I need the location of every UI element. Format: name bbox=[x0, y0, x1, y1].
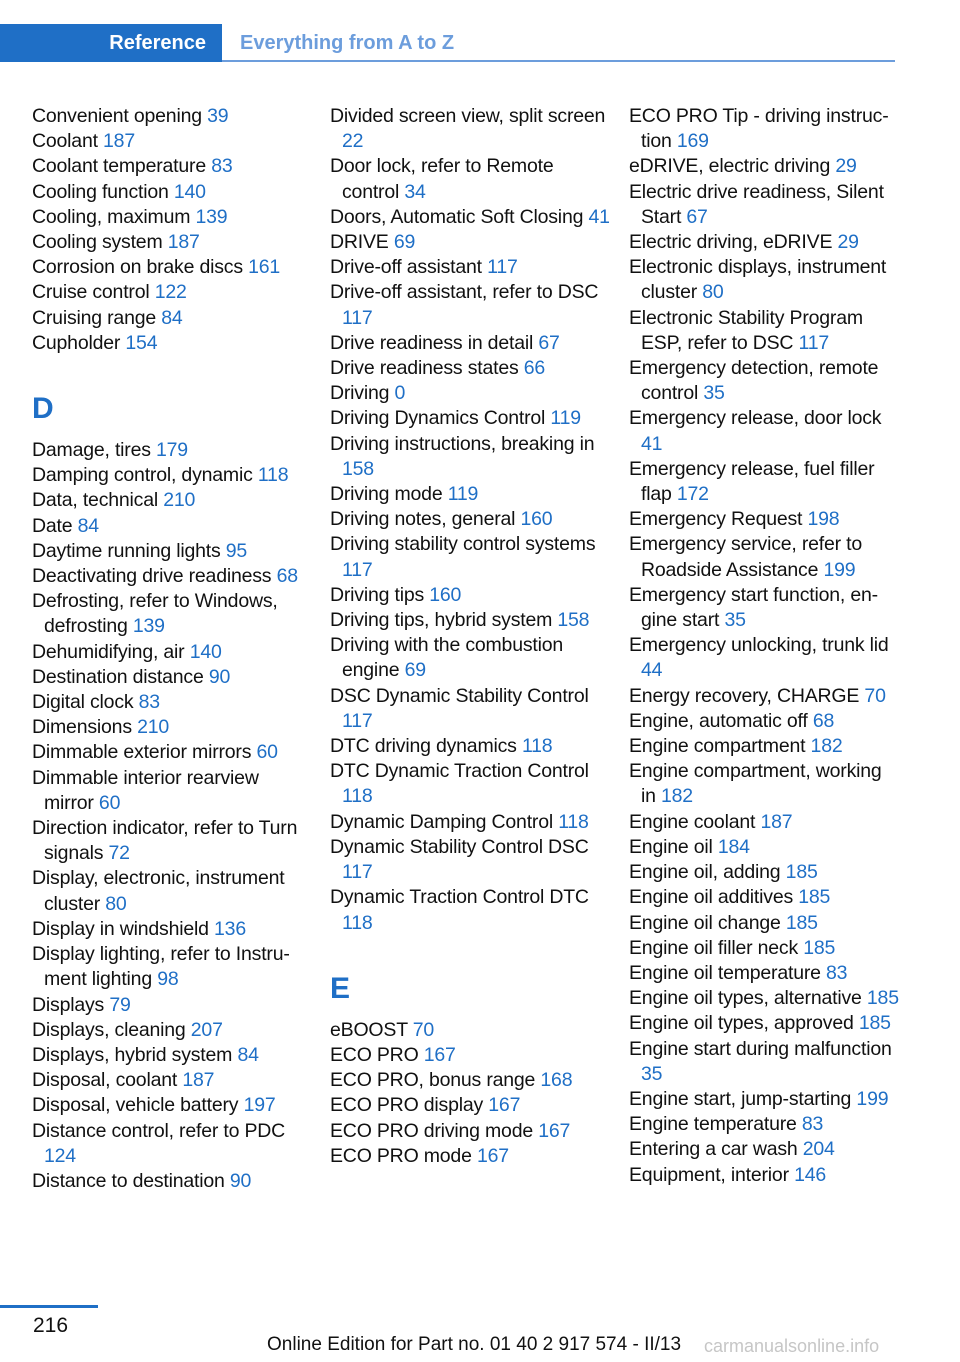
index-entry bbox=[330, 507, 610, 532]
index-entry-term: Displays bbox=[32, 993, 105, 1016]
index-entry-term: Driving tips bbox=[330, 583, 425, 606]
index-entry-page-link[interactable]: 41 bbox=[588, 205, 610, 228]
index-entry bbox=[32, 1018, 312, 1043]
index-entry bbox=[330, 734, 610, 759]
index-entry-term: Entering a car wash bbox=[629, 1138, 798, 1161]
index-entry bbox=[629, 936, 901, 961]
index-entry-term: Dimmable exterior mirrors bbox=[32, 741, 252, 764]
index-entry-term: Energy recovery, CHARGE bbox=[629, 684, 860, 707]
index-entry-term: Engine compartment bbox=[629, 735, 806, 758]
index-entry-term: Digital clock bbox=[32, 691, 134, 714]
index-entry bbox=[32, 866, 312, 916]
index-entry-page-link[interactable]: 83 bbox=[826, 961, 848, 984]
online-edition-note: Online Edition for Part no. 01 40 2 917 574 - II/13 bbox=[267, 1334, 682, 1355]
index-entry bbox=[330, 759, 610, 809]
index-entry-page-link[interactable]: 60 bbox=[98, 791, 121, 814]
index-entry bbox=[32, 104, 312, 129]
index-entry-term: Engine oil temperature bbox=[629, 961, 821, 984]
index-entry bbox=[629, 180, 901, 230]
index-entry-term: Engine, automatic off bbox=[629, 709, 808, 732]
index-entry-page-link[interactable]: 118 bbox=[558, 810, 589, 833]
index-entry bbox=[32, 665, 312, 690]
index-entry-page-link[interactable]: 167 bbox=[423, 1043, 456, 1066]
index-entry-term: Display in windshield bbox=[32, 917, 209, 940]
index-entry bbox=[330, 532, 610, 582]
index-entry-page-link[interactable]: 41 bbox=[641, 432, 663, 455]
index-entry-page-link[interactable]: 68 bbox=[276, 565, 298, 588]
index-entry bbox=[629, 507, 901, 532]
index-entry-page-link[interactable]: 199 bbox=[823, 558, 856, 581]
index-entry-page-link[interactable]: 158 bbox=[342, 457, 374, 480]
header-rule bbox=[222, 60, 895, 62]
index-entry-page-link[interactable]: 119 bbox=[550, 407, 581, 430]
index-entry bbox=[32, 306, 312, 331]
index-entry-page-link[interactable]: 79 bbox=[109, 993, 131, 1016]
section-title[interactable]: Everything from A to Z bbox=[240, 32, 455, 54]
index-entry-page-link[interactable]: 167 bbox=[488, 1094, 521, 1117]
index-entry bbox=[330, 432, 610, 482]
index-entry-page-link[interactable]: 29 bbox=[837, 231, 859, 254]
index-entry-page-link[interactable]: 80 bbox=[702, 281, 724, 304]
index-entry-term: ECO PRO bbox=[330, 1043, 419, 1066]
index-entry-page-link[interactable]: 83 bbox=[211, 155, 233, 178]
index-entry-page-link[interactable]: 187 bbox=[760, 810, 793, 833]
index-entry-page-link[interactable]: 67 bbox=[538, 331, 560, 354]
index-entry-page-link[interactable]: 83 bbox=[138, 691, 160, 714]
index-entry-page-link[interactable]: 118 bbox=[521, 735, 553, 758]
index-entry-term: Driving stability control systems bbox=[330, 533, 596, 556]
index-entry-term: Electronic Stability Program ESP, refer to DSC bbox=[629, 306, 863, 354]
index-entry-term: DRIVE bbox=[330, 231, 389, 254]
index-entry-term: Electronic displays, instrument cluster bbox=[629, 256, 887, 304]
index-entry-term: Deactivating drive readiness bbox=[32, 565, 272, 588]
index-entry-page-link[interactable]: 168 bbox=[540, 1069, 573, 1092]
index-entry-term: Distance control, refer to PDC bbox=[32, 1119, 286, 1142]
index-entry bbox=[629, 911, 901, 936]
index-entry-page-link[interactable]: 70 bbox=[412, 1018, 435, 1041]
index-entry bbox=[330, 381, 610, 406]
index-entry bbox=[629, 1112, 901, 1137]
index-entry-page-link[interactable]: 118 bbox=[257, 464, 289, 487]
index-entry bbox=[32, 816, 312, 866]
index-entry-term: Dimensions bbox=[32, 716, 132, 739]
index-entry bbox=[32, 1043, 312, 1068]
index-entry bbox=[629, 1037, 901, 1087]
index-entry-page-link[interactable]: 140 bbox=[189, 640, 222, 663]
index-entry-page-link[interactable]: 169 bbox=[676, 130, 709, 153]
index-entry bbox=[629, 306, 901, 356]
index-entry-term: Damage, tires bbox=[32, 439, 151, 462]
index-entry-page-link[interactable]: 199 bbox=[856, 1087, 889, 1110]
index-entry-term: Driving notes, general bbox=[330, 508, 516, 531]
index-entry bbox=[629, 835, 901, 860]
index-entry bbox=[32, 942, 312, 992]
index-entry-term: DSC Dynamic Stability Control bbox=[330, 684, 589, 707]
index-entry bbox=[629, 406, 901, 456]
index-entry-term: Emergency detection, remote control bbox=[629, 357, 879, 405]
index-entry-term: Driving mode bbox=[330, 483, 443, 506]
index-entry bbox=[629, 1087, 901, 1112]
index-entry bbox=[629, 633, 901, 683]
index-entry-page-link[interactable]: 84 bbox=[237, 1043, 259, 1066]
index-entry-page-link[interactable]: 184 bbox=[717, 835, 750, 858]
index-entry-term: Distance to destination bbox=[32, 1169, 225, 1192]
index-entry-page-link[interactable]: 187 bbox=[103, 130, 135, 153]
index-entry-page-link[interactable]: 160 bbox=[429, 583, 462, 606]
index-entry-term: Cruising range bbox=[32, 306, 157, 329]
index-entry bbox=[330, 583, 610, 608]
index-entry-page-link[interactable]: 67 bbox=[686, 205, 708, 228]
index-entry bbox=[629, 885, 901, 910]
index-entry-page-link[interactable]: 84 bbox=[161, 306, 183, 329]
index-entry bbox=[32, 154, 312, 179]
index-entry-term: Dehumidifying, air bbox=[32, 640, 185, 663]
index-entry bbox=[32, 993, 312, 1018]
index-entry-page-link[interactable]: 90 bbox=[229, 1169, 252, 1192]
index-entry-term: Electric driving, eDRIVE bbox=[629, 231, 833, 254]
index-entry-term: Cooling function bbox=[32, 180, 169, 203]
index-entry-term: Engine oil, adding bbox=[629, 861, 781, 884]
index-entry bbox=[330, 1119, 610, 1144]
index-entry bbox=[32, 438, 312, 463]
index-entry-page-link[interactable]: 35 bbox=[703, 382, 725, 405]
index-entry-page-link[interactable]: 172 bbox=[676, 483, 709, 506]
index-entry bbox=[32, 740, 312, 765]
index-entry-term: Displays, hybrid system bbox=[32, 1043, 233, 1066]
index-entry bbox=[330, 1144, 610, 1169]
index-entry bbox=[629, 1137, 901, 1162]
index-entry bbox=[32, 180, 312, 205]
index-entry bbox=[629, 583, 901, 633]
index-entry-term: Emergency Request bbox=[629, 508, 803, 531]
index-entry bbox=[330, 684, 610, 734]
index-entry-page-link[interactable]: 204 bbox=[802, 1138, 835, 1161]
index-entry bbox=[32, 463, 312, 488]
index-entry-term: Engine oil types, approved bbox=[629, 1012, 854, 1035]
index-entry-term: Dynamic Stability Control DSC bbox=[330, 835, 589, 858]
index-entry bbox=[330, 810, 610, 835]
index-entry-term: Display, electronic, instrument cluster bbox=[32, 867, 285, 915]
index-entry bbox=[330, 1018, 610, 1043]
index-entry-page-link[interactable]: 66 bbox=[523, 357, 546, 380]
index-section-letter: E bbox=[330, 971, 351, 1005]
index-entry-page-link[interactable]: 117 bbox=[342, 558, 373, 581]
index-entry-page-link[interactable]: 118 bbox=[342, 785, 373, 808]
index-entry-page-link[interactable]: 160 bbox=[520, 508, 553, 531]
index-entry-page-link[interactable]: 117 bbox=[798, 331, 830, 354]
index-entry-term: Doors, Automatic Soft Closing bbox=[330, 205, 584, 228]
index-entry bbox=[330, 255, 610, 280]
index-entry-term: Driving Dynamics Control bbox=[330, 407, 546, 430]
index-entry-page-link[interactable]: 198 bbox=[807, 508, 840, 531]
index-entry bbox=[629, 961, 901, 986]
index-entry-term: Emergency service, refer to Roadside Assistance bbox=[629, 533, 863, 581]
index-entry bbox=[330, 633, 610, 683]
index-entry bbox=[629, 1163, 901, 1188]
index-entry-page-link[interactable]: 22 bbox=[342, 130, 364, 153]
index-entry bbox=[330, 608, 610, 633]
index-entry-page-link[interactable]: 158 bbox=[557, 609, 590, 632]
index-entry-term: Damping control, dynamic bbox=[32, 464, 253, 487]
index-entry-page-link[interactable]: 117 bbox=[487, 256, 518, 279]
index-entry-page-link[interactable]: 117 bbox=[342, 861, 373, 884]
index-entry-page-link[interactable]: 44 bbox=[641, 659, 663, 682]
index-entry-page-link[interactable]: 182 bbox=[661, 785, 693, 808]
index-entry-term: Door lock, refer to Remote control bbox=[330, 155, 554, 203]
index-entry-term: Displays, cleaning bbox=[32, 1018, 186, 1041]
index-entry-term: Drive-off assistant, refer to DSC bbox=[330, 281, 599, 304]
index-entry-page-link[interactable]: 29 bbox=[835, 155, 857, 178]
index-entry-term: Driving with the combustion engine bbox=[330, 634, 564, 682]
index-entry-term: Engine coolant bbox=[629, 810, 756, 833]
index-entry-page-link[interactable]: 167 bbox=[538, 1119, 571, 1142]
index-entry bbox=[330, 205, 610, 230]
index-entry-page-link[interactable]: 39 bbox=[207, 105, 229, 127]
index-entry bbox=[330, 1043, 610, 1068]
index-entry-term: Engine oil change bbox=[629, 911, 781, 934]
index-entry-term: Engine temperature bbox=[629, 1113, 797, 1136]
index-entry bbox=[32, 690, 312, 715]
index-entry-term: DTC driving dynamics bbox=[330, 735, 517, 758]
index-entry bbox=[330, 280, 610, 330]
index-entry-term: Disposal, vehicle battery bbox=[32, 1094, 239, 1117]
index-entry bbox=[629, 104, 901, 154]
index-entry bbox=[629, 1011, 901, 1036]
index-entry bbox=[330, 331, 610, 356]
index-entry-term: Divided screen view, split screen bbox=[330, 105, 606, 127]
index-entry bbox=[330, 885, 610, 935]
index-entry-term: Cruise control bbox=[32, 281, 150, 304]
index-entry-term: Drive-off assistant bbox=[330, 256, 482, 279]
section-gap bbox=[330, 936, 610, 962]
index-entry-page-link[interactable]: 179 bbox=[156, 439, 188, 462]
index-entry-term: Engine compartment, working in bbox=[629, 760, 882, 808]
index-entry bbox=[32, 1093, 312, 1118]
index-entry-page-link[interactable]: 122 bbox=[154, 281, 187, 304]
index-entry-page-link[interactable]: 154 bbox=[125, 331, 158, 354]
index-entry bbox=[330, 1093, 610, 1118]
index-entry-page-link[interactable]: 185 bbox=[785, 861, 818, 884]
index-entry-term: Emergency start function, engine start bbox=[629, 583, 879, 632]
index-entry-page-link[interactable]: 68 bbox=[812, 709, 835, 732]
index-entry-term: Engine oil filler neck bbox=[629, 936, 799, 959]
index-entry-term: Defrosting, refer to Windows, defrosting bbox=[32, 590, 278, 638]
index-entry bbox=[32, 917, 312, 942]
index-entry bbox=[629, 860, 901, 885]
index-entry-term: Engine start during malfunction bbox=[629, 1037, 892, 1060]
index-entry-page-link[interactable]: 167 bbox=[476, 1144, 509, 1167]
index-entry-term: Drive readiness states bbox=[330, 357, 519, 380]
index-entry bbox=[629, 532, 901, 582]
index-entry bbox=[32, 129, 312, 154]
index-entry bbox=[32, 766, 312, 816]
page-header bbox=[0, 24, 895, 62]
index-entry-page-link[interactable]: 139 bbox=[195, 205, 228, 228]
index-entry-page-link[interactable]: 60 bbox=[256, 741, 278, 764]
index-entry-page-link[interactable]: 185 bbox=[803, 936, 836, 959]
section-gap bbox=[32, 356, 312, 382]
index-entry bbox=[32, 564, 312, 589]
index-entry bbox=[330, 104, 610, 154]
index-entry-term: Cooling system bbox=[32, 231, 163, 254]
index-entry-page-link[interactable]: 139 bbox=[132, 615, 165, 638]
index-entry bbox=[32, 205, 312, 230]
index-entry bbox=[629, 986, 901, 1011]
index-entry-page-link[interactable]: 185 bbox=[798, 886, 831, 909]
index-entry-term: Engine oil types, alternative bbox=[629, 987, 862, 1010]
index-entry bbox=[629, 154, 901, 179]
index-entry-page-link[interactable]: 118 bbox=[342, 911, 373, 934]
watermark: carmanualsonline.info bbox=[704, 1336, 880, 1356]
index-entry-term: Engine start, jump-starting bbox=[629, 1087, 852, 1110]
index-entry bbox=[32, 589, 312, 639]
index-entry bbox=[32, 539, 312, 564]
index-section-letter: D bbox=[32, 392, 54, 426]
index-entry-term: Engine oil bbox=[629, 835, 713, 858]
index-entry-term: Cupholder bbox=[32, 331, 121, 354]
index-entry-term: Driving tips, hybrid system bbox=[330, 609, 553, 632]
index-entry bbox=[629, 684, 901, 709]
index-entry-term: Emergency release, door lock bbox=[629, 407, 882, 430]
index-entry-term: Equipment, interior bbox=[629, 1163, 789, 1186]
index-entry-page-link[interactable]: 185 bbox=[866, 987, 899, 1010]
index-entry-term: Convenient opening bbox=[32, 105, 202, 127]
index-entry bbox=[330, 230, 610, 255]
index-entry-page-link[interactable]: 90 bbox=[208, 665, 231, 688]
index-entry-term: Coolant bbox=[32, 130, 98, 153]
index-entry bbox=[330, 482, 610, 507]
index-column-2 bbox=[330, 104, 610, 1169]
index-entry bbox=[32, 640, 312, 665]
index-entry-page-link[interactable]: 119 bbox=[447, 483, 479, 506]
index-entry-page-link[interactable]: 187 bbox=[182, 1069, 215, 1092]
index-entry bbox=[629, 734, 901, 759]
section-tab[interactable]: Reference bbox=[0, 24, 222, 62]
index-entry-term: Dynamic Traction Control DTC bbox=[330, 886, 589, 909]
index-entry-page-link[interactable]: 140 bbox=[173, 180, 206, 203]
index-entry-term: Display lighting, refer to Instrument lighting bbox=[32, 943, 290, 991]
index-entry-page-link[interactable]: 182 bbox=[810, 735, 843, 758]
index-entry-page-link[interactable]: 197 bbox=[243, 1094, 276, 1117]
index-entry-page-link[interactable]: 0 bbox=[394, 382, 406, 405]
index-entry-term: Drive readiness in detail bbox=[330, 331, 534, 354]
index-entry bbox=[32, 715, 312, 740]
index-entry-term: eBOOST bbox=[330, 1018, 408, 1041]
index-entry-page-link[interactable]: 161 bbox=[248, 256, 281, 279]
index-entry-page-link[interactable]: 98 bbox=[157, 968, 179, 991]
index-entry bbox=[32, 1169, 312, 1194]
index-entry bbox=[32, 488, 312, 513]
index-entry-page-link[interactable]: 185 bbox=[858, 1012, 891, 1035]
index-entry bbox=[629, 759, 901, 809]
index-entry-term: Direction indicator, refer to Turn signals bbox=[32, 817, 298, 865]
index-entry-term: Engine oil additives bbox=[629, 886, 794, 909]
index-entry-page-link[interactable]: 124 bbox=[44, 1144, 76, 1167]
index-entry-page-link[interactable]: 35 bbox=[641, 1062, 663, 1085]
index-entry bbox=[629, 255, 901, 305]
index-entry-page-link[interactable]: 35 bbox=[724, 609, 746, 632]
index-entry bbox=[32, 255, 312, 280]
index-entry-term: ECO PRO display bbox=[330, 1094, 484, 1117]
index-entry bbox=[32, 331, 312, 356]
index-entry-page-link[interactable]: 69 bbox=[393, 231, 416, 254]
index-entry-page-link[interactable]: 185 bbox=[785, 911, 818, 934]
footer-rule bbox=[0, 1305, 98, 1308]
index-entry-page-link[interactable]: 84 bbox=[77, 514, 99, 537]
index-entry-term: Disposal, coolant bbox=[32, 1069, 178, 1092]
index-entry bbox=[32, 280, 312, 305]
index-entry-term: Cooling, maximum bbox=[32, 205, 191, 228]
index-entry bbox=[629, 356, 901, 406]
index-entry-term: Dynamic Damping Control bbox=[330, 810, 553, 833]
index-entry-term: ECO PRO mode bbox=[330, 1144, 472, 1167]
index-entry-term: Daytime running lights bbox=[32, 539, 221, 562]
index-entry-page-link[interactable]: 207 bbox=[190, 1018, 223, 1041]
index-entry-page-link[interactable]: 95 bbox=[225, 539, 248, 562]
index-entry-term: DTC Dynamic Traction Control bbox=[330, 760, 589, 783]
index-entry-page-link[interactable]: 146 bbox=[794, 1163, 827, 1186]
index-entry-term: Corrosion on brake discs bbox=[32, 256, 243, 279]
index-entry bbox=[32, 514, 312, 539]
index-entry-term: eDRIVE, electric driving bbox=[629, 155, 831, 178]
index-entry bbox=[32, 1119, 312, 1169]
index-entry bbox=[330, 1068, 610, 1093]
index-entry-page-link[interactable]: 80 bbox=[105, 892, 127, 915]
index-entry bbox=[330, 356, 610, 381]
index-entry-page-link[interactable]: 69 bbox=[404, 659, 426, 682]
index-entry-term: Destination distance bbox=[32, 665, 204, 688]
index-entry-term: Driving bbox=[330, 382, 395, 405]
index-entry bbox=[629, 810, 901, 835]
index-entry-term: Dimmable interior rearview mirror bbox=[32, 766, 259, 814]
index-entry bbox=[330, 835, 610, 885]
index-entry-term: Coolant temperature bbox=[32, 155, 206, 178]
index-entry-term: Emergency release, fuel filler flap bbox=[629, 457, 875, 506]
page-number: 216 bbox=[33, 1314, 69, 1337]
index-entry-term: ECO PRO, bonus range bbox=[330, 1069, 536, 1092]
index-entry bbox=[330, 154, 610, 204]
index-entry-term: Electric drive readiness, Silent Start bbox=[629, 180, 884, 228]
index-column-3 bbox=[629, 104, 901, 1188]
index-entry-page-link[interactable]: 136 bbox=[214, 917, 246, 940]
index-entry-term: Date bbox=[32, 514, 73, 537]
index-entry-page-link[interactable]: 210 bbox=[163, 489, 196, 512]
index-entry bbox=[330, 406, 610, 431]
index-entry-page-link[interactable]: 117 bbox=[342, 709, 373, 732]
index-entry-page-link[interactable]: 117 bbox=[342, 306, 373, 329]
index-entry-page-link[interactable]: 210 bbox=[137, 716, 170, 739]
index-entry-term: Data, technical bbox=[32, 489, 158, 512]
index-entry-term: Emergency unlocking, trunk lid bbox=[629, 634, 889, 657]
index-entry bbox=[629, 709, 901, 734]
index-entry-page-link[interactable]: 83 bbox=[801, 1113, 824, 1136]
index-entry bbox=[629, 230, 901, 255]
index-entry-page-link[interactable]: 34 bbox=[404, 180, 426, 203]
index-entry bbox=[32, 230, 312, 255]
index-entry-page-link[interactable]: 70 bbox=[864, 684, 886, 707]
index-entry-term: ECO PRO Tip - driving instruction bbox=[629, 105, 889, 153]
index-entry-term: ECO PRO driving mode bbox=[330, 1119, 533, 1142]
index-entry-page-link[interactable]: 187 bbox=[167, 231, 200, 254]
index-entry-page-link[interactable]: 72 bbox=[108, 842, 130, 865]
index-column-1 bbox=[32, 104, 312, 1194]
index-entry bbox=[32, 1068, 312, 1093]
index-entry bbox=[629, 457, 901, 507]
index-entry-term: Driving instructions, breaking in bbox=[330, 432, 595, 455]
